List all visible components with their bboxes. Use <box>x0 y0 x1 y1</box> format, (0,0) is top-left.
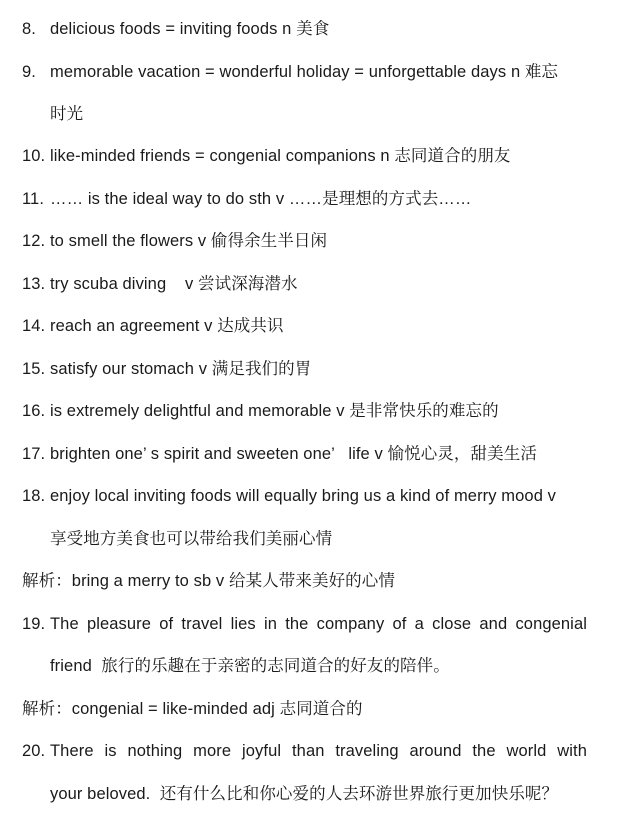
item-text: like-minded friends = congenial companions n 志同道合的朋友 <box>50 147 511 165</box>
item-number: 18. <box>22 487 46 505</box>
item-text: enjoy local inviting foods will equally bring us a kind of merry mood v <box>50 487 557 505</box>
item-text: There is nothing more joyful than traveling around the world with <box>50 742 587 760</box>
item-number: 10. <box>22 147 46 165</box>
item-number: 20. <box>22 742 46 760</box>
item-number: 16. <box>22 402 46 420</box>
analysis-text: 解析：bring a merry to sb v 给某人带来美好的心情 <box>22 572 395 590</box>
item-text-continuation: friend 旅行的乐趣在于亲密的志同道合的好友的陪伴。 <box>50 657 450 675</box>
item-text: satisfy our stomach v 满足我们的胃 <box>50 360 312 378</box>
item-number: 17. <box>22 445 46 463</box>
item-number: 8. <box>22 20 36 38</box>
item-number: 15. <box>22 360 46 378</box>
item-text: is extremely delightful and memorable v 是非常快乐的难忘的 <box>50 402 499 420</box>
item-text: try scuba diving v 尝试深海潜水 <box>50 275 298 293</box>
item-number: 12. <box>22 232 46 250</box>
item-text: to smell the flowers v 偷得余生半日闲 <box>50 232 328 250</box>
item-text: reach an agreement v 达成共识 <box>50 317 284 335</box>
item-text-continuation: your beloved. 还有什么比和你心爱的人去环游世界旅行更加快乐呢？ <box>50 785 559 803</box>
item-number: 13. <box>22 275 46 293</box>
analysis-text: 解析：congenial = like-minded adj 志同道合的 <box>22 700 363 718</box>
item-text: delicious foods = inviting foods n 美食 <box>50 20 330 38</box>
item-text-continuation: 享受地方美食也可以带给我们美丽心情 <box>50 530 333 548</box>
item-number: 11. <box>22 190 45 208</box>
item-text: memorable vacation = wonderful holiday = unforgettable days n 难忘 <box>50 63 559 81</box>
item-text-continuation: 时光 <box>50 105 84 123</box>
item-text: The pleasure of travel lies in the company of a close and congenial <box>50 615 587 633</box>
item-text: brighten one’ s spirit and sweeten one’ life v 愉悦心灵，甜美生活 <box>50 445 537 463</box>
item-number: 14. <box>22 317 46 335</box>
item-text: …… is the ideal way to do sth v ……是理想的方式去…… <box>50 190 472 208</box>
item-number: 9. <box>22 63 36 81</box>
item-number: 19. <box>22 615 46 633</box>
